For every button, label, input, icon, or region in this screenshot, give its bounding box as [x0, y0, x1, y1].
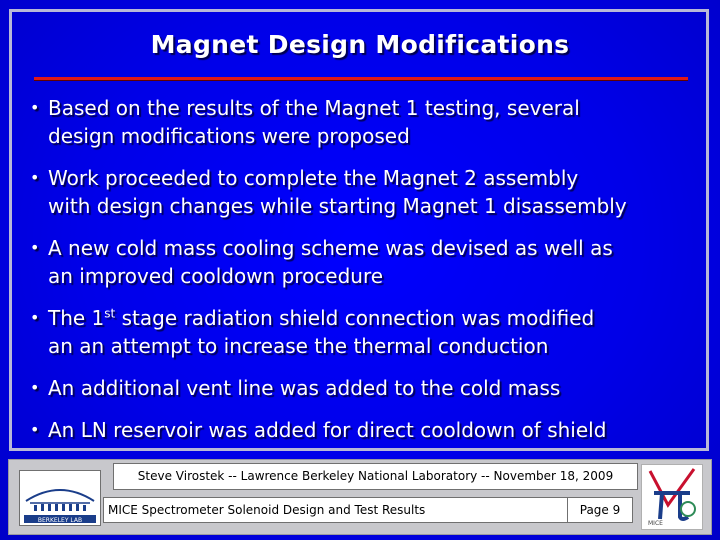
bullet-dot: •: [30, 168, 40, 187]
footer-bar: [8, 459, 712, 535]
bullet-item: [30, 94, 700, 150]
bullet-item: [30, 416, 700, 444]
bullet-text-post: stage radiation shield connection was modified: [115, 306, 595, 330]
bullet-text-line: an an attempt to increase the thermal conduction: [48, 334, 549, 358]
berkeley-lab-logo-text: BERKELEY LAB: [37, 517, 83, 524]
bullet-text-line: An additional vent line was added to the cold mass: [48, 376, 561, 400]
bullet-dot: •: [30, 238, 40, 257]
bullet-item: [30, 234, 700, 290]
berkeley-lab-logo: [19, 470, 101, 526]
footer-talk-title: MICE Spectrometer Solenoid Design and Test Results: [103, 497, 569, 523]
bullet-dot: •: [30, 420, 40, 439]
bullet-text-pre: The 1: [48, 306, 105, 330]
bullet-dot: •: [30, 308, 40, 327]
superscript-st: st: [104, 306, 116, 321]
bullet-text-line: with design changes while starting Magnet 1 disassembly: [48, 194, 627, 218]
footer-presenter-line: Steve Virostek -- Lawrence Berkeley National Laboratory -- November 18, 2009: [113, 463, 638, 490]
bullet-item: [30, 374, 700, 402]
slide-title: Magnet Design Modifications: [150, 30, 570, 59]
title-rule: [34, 77, 688, 80]
bullet-text-line: an improved cooldown procedure: [48, 264, 384, 288]
mice-logo-text: MICE: [648, 520, 663, 527]
bullet-item: [30, 304, 700, 360]
mice-logo: [641, 464, 703, 530]
footer-page-number: Page 9: [567, 497, 633, 523]
bullet-text-line: An LN reservoir was added for direct cooldown of shield: [48, 418, 607, 442]
bullet-item: [30, 164, 700, 220]
bullet-text-line: Based on the results of the Magnet 1 testing, several: [48, 96, 580, 120]
bullet-text-line: Work proceeded to complete the Magnet 2 assembly: [48, 166, 579, 190]
bullet-list: [30, 94, 700, 458]
bullet-text-line: A new cold mass cooling scheme was devised as well as: [48, 236, 613, 260]
bullet-dot: •: [30, 378, 40, 397]
bullet-text-line: design modifications were proposed: [48, 124, 410, 148]
bullet-dot: •: [30, 98, 40, 117]
